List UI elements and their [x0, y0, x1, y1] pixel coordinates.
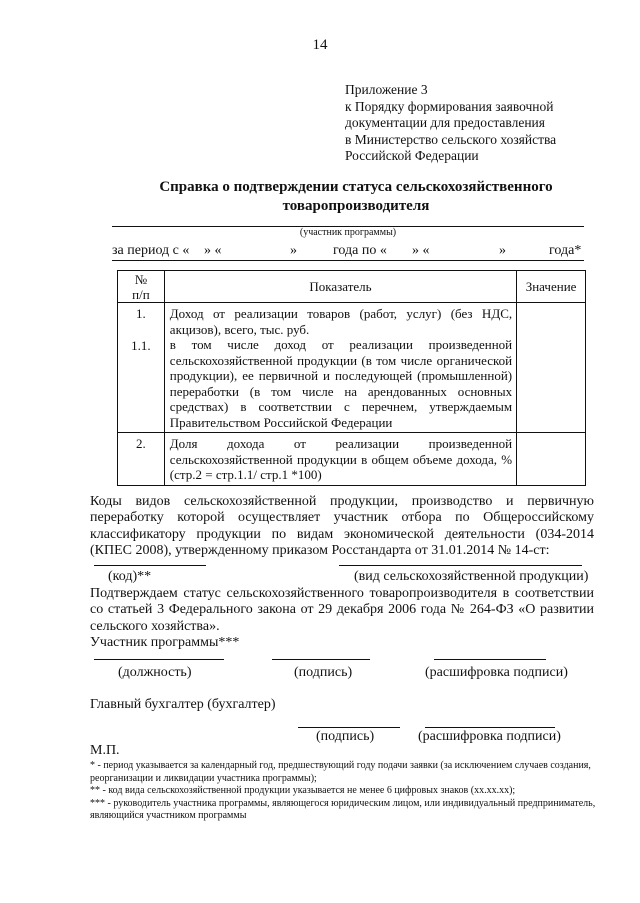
period-from-label: за период с « — [112, 243, 190, 258]
stamp-label: М.П. — [90, 743, 120, 758]
period-year-end: года* — [549, 243, 582, 258]
title-line-2: товаропроизводителя — [282, 198, 430, 214]
appendix-line: документации для предоставления — [345, 115, 545, 130]
document-title — [0, 178, 640, 216]
confirm-paragraph — [90, 586, 594, 635]
accountant-signature-blank-line — [298, 727, 400, 728]
row-indicator-cell — [164, 303, 516, 433]
footnotes — [90, 760, 610, 823]
accountant-decoding-label: (расшифровка подписи) — [418, 729, 561, 744]
decoding-label: (расшифровка подписи) — [425, 665, 568, 680]
row-num-cell — [118, 433, 165, 486]
chief-accountant-label: Главный бухгалтер (бухгалтер) — [90, 697, 276, 712]
table-header-row — [118, 271, 586, 303]
indicator-text: Доход от реализации товаров (работ, услуг) (без НДС, акцизов), всего, тыс. руб. — [169, 306, 513, 337]
appendix-line: Российской Федерации — [345, 148, 479, 163]
footnote: ** - код вида сельскохозяйственной продукции указывается не менее 6 цифровых знаков (хх.хх.хх); — [90, 785, 516, 796]
appendix-line: в Министерство сельского хозяйства — [345, 131, 557, 147]
decoding-blank-line — [434, 659, 546, 660]
row-value-cell[interactable] — [517, 303, 586, 433]
indicator-text: Доля дохода от реализации произведенной сельскохозяйственной продукции в общем объеме дохода, % (стр.2 = стр.1.1/ стр.1 *100) — [169, 436, 513, 482]
row-indicator-cell — [164, 433, 516, 486]
position-blank-line — [94, 659, 224, 660]
product-type-label: (вид сельскохозяйственной продукции) — [354, 569, 589, 584]
period-day-2: » « — [412, 243, 430, 258]
header-indicator: Показатель — [164, 271, 516, 303]
row-num: 1.1. — [131, 337, 151, 353]
signature-blank-line — [272, 659, 370, 660]
signature-label: (подпись) — [294, 665, 353, 680]
page-number: 14 — [312, 37, 328, 53]
codes-paragraph-text: Коды видов сельскохозяйственной продукции, производство и первичную переработку которой осуществляет участник отбора по Общероссийскому классификатору продукции по видам экономической деятельности (034-2014 (КПЕС 2008), утвержденному приказом Росстандарта от 31.01.2014 № 14-ст: — [90, 494, 594, 558]
code-blank-line — [94, 565, 206, 566]
period-year-to: года по « — [333, 243, 387, 258]
row-num-cell — [118, 303, 165, 433]
row-value-cell[interactable] — [517, 433, 586, 486]
period-row — [112, 243, 592, 261]
row-num: 1. — [136, 306, 146, 321]
indicators-table — [117, 270, 586, 486]
period-close-2: » — [499, 243, 506, 258]
confirm-paragraph-text: Подтверждаем статус сельскохозяйственного товаропроизводителя в соответствии со статьей 3 Федерального закона от 29 декабря 2006 года № 264-ФЗ «О развитии сельского хозяйства». — [90, 586, 594, 634]
period-day-1: » « — [204, 243, 222, 258]
header-num: № п/п — [118, 271, 165, 303]
footnote: *** - руководитель участника программы, являющегося юридическим лицом, или индивидуальный предприниматель, являющийся участником программы — [90, 797, 596, 821]
table-row — [118, 303, 586, 433]
codes-paragraph — [90, 494, 594, 559]
indicator-text: в том числе доход от реализации произведенной сельскохозяйственной продукции (в том числе органической продукции), ее первичной и последующей (промышленной) переработки (в том числе на арендованных основных средствах) в соответствии с перечнем, утверждаемым Правительством Российской Федерации — [169, 337, 513, 430]
footnote: * - период указывается за календарный год, предшествующий году подачи заявки (за исключением случаев создания, реорганизации и ликвидации участника программы); — [90, 760, 591, 784]
period-underline — [112, 260, 584, 261]
table-row — [118, 433, 586, 486]
participant-label: Участник программы*** — [90, 635, 240, 650]
accountant-signature-label: (подпись) — [316, 729, 375, 744]
position-label: (должность) — [118, 665, 192, 680]
code-label: (код)** — [108, 569, 152, 584]
row-num: 2. — [136, 436, 146, 451]
participant-caption: (участник программы) — [299, 227, 397, 238]
appendix-note — [345, 82, 556, 165]
appendix-line: Приложение 3 — [345, 82, 428, 97]
period-close-1: » — [290, 243, 297, 258]
header-value: Значение — [517, 271, 586, 303]
title-line-1: Справка о подтверждении статуса сельскохозяйственного — [159, 179, 553, 195]
accountant-decoding-blank-line — [425, 727, 555, 728]
product-type-blank-line — [339, 565, 582, 566]
appendix-line: к Порядку формирования заявочной — [345, 98, 554, 114]
